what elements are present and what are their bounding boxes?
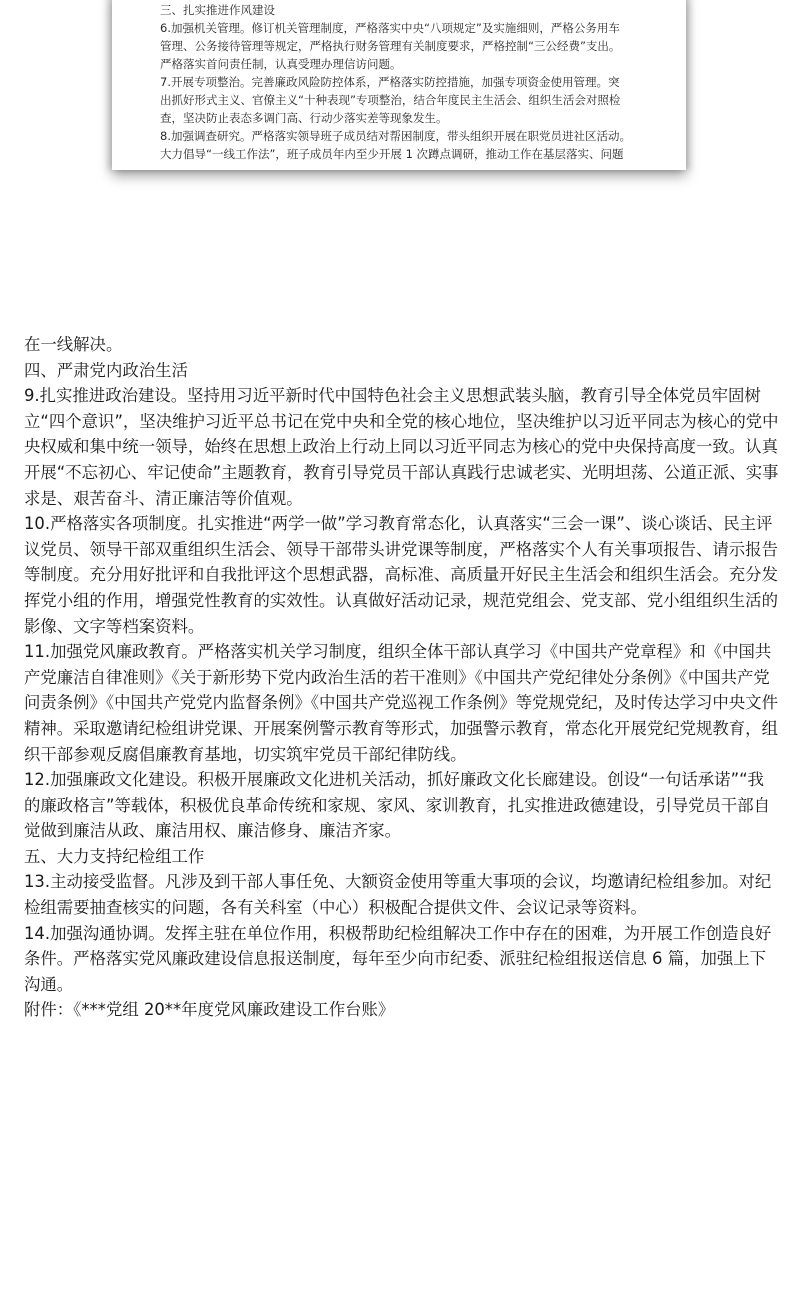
body-paragraph: 12.加强廉政文化建设。积极开展廉政文化进机关活动，抓好廉政文化长廊建设。创设“一句话承诺”“我的廉政格言”等载体，积极优良革命传统和家规、家风、家训教育，扎实推进政德建设，引导党员干部自觉做到廉洁从政、廉洁用权、廉洁修身、廉洁齐家。 bbox=[24, 770, 771, 841]
preview-line: 大力倡导“一线工作法”，班子成员年内至少开展 1 次蹲点调研，推动工作在基层落实、问题 bbox=[160, 147, 624, 161]
preview-line: 8.加强调查研究。严格落实领导班子成员结对帮困制度，带头组织开展在职党员进社区活动。 bbox=[160, 129, 631, 143]
body-paragraph: 10.严格落实各项制度。扎实推进“两学一做”学习教育常态化，认真落实“三会一课”、谈心谈话、民主评议党员、领导干部双重组织生活会、领导干部带头讲党课等制度，严格落实个人有关事项报告、请示报告等制度。充分用好批评和自我批评这个思想武器，高标准、高质量开好民主生活会和组织生活会。充分发挥党小组的作用，增强党性教育的实效性。认真做好活动记录，规范党组会、党支部、党小组组织生活的影像、文字等档案资料。 bbox=[24, 514, 778, 636]
preview-line: 三、扎实推进作风建设 bbox=[160, 3, 275, 17]
section-heading: 四、严肃党内政治生活 bbox=[24, 360, 188, 380]
preview-line: 严格落实首问责任制，认真受理办理信访问题。 bbox=[160, 57, 402, 71]
document-preview bbox=[0, 0, 800, 200]
preview-page-card bbox=[112, 0, 686, 170]
body-paragraph: 9.扎实推进政治建设。坚持用习近平新时代中国特色社会主义思想武装头脑，教育引导全体党员牢固树立“四个意识”，坚决维护习近平总书记在党中央和全党的核心地位，坚决维护以习近平同志为核心的党中央权威和集中统一领导，始终在思想上政治上行动上同以习近平同志为核心的党中央保持高度一致。认真开展“不忘初心、牢记使命”主题教育，教育引导党员干部认真践行忠诚老实、光明坦荡、公道正派、实事求是、艰苦奋斗、清正廉洁等价值观。 bbox=[24, 386, 779, 508]
preview-line: 查，坚决防止表态多调门高、行动少落实差等现象发生。 bbox=[160, 111, 448, 125]
attachment-line: 附件：《***党组 20**年度党风廉政建设工作台账》 bbox=[24, 1000, 395, 1020]
body-paragraph: 13.主动接受监督。凡涉及到干部人事任免、大额资金使用等重大事项的会议，均邀请纪检组参加。对纪检组需要抽查核实的问题，各有关科室（中心）积极配合提供文件、会议记录等资料。 bbox=[24, 872, 772, 918]
preview-line: 管理、公务接待管理等规定，严格执行财务管理有关制度要求，严格控制“三公经费”支出。 bbox=[160, 39, 621, 53]
body-paragraph: 14.加强沟通协调。发挥主驻在单位作用，积极帮助纪检组解决工作中存在的困难，为开展工作创造良好条件。严格落实党风廉政建设信息报送制度，每年至少向市纪委、派驻纪检组报送信息 6 篇，加强上下沟通。 bbox=[24, 923, 772, 994]
preview-text bbox=[160, 0, 660, 163]
document-body bbox=[24, 332, 780, 1023]
body-paragraph: 11.加强党风廉政教育。严格落实机关学习制度，组织全体干部认真学习《中国共产党章程》和《中国共产党廉洁自律准则》《关于新形势下党内政治生活的若干准则》《中国共产党纪律处分条例》《中国共产党问责条例》《中国共产党党内监督条例》《中国共产党巡视工作条例》等党规党纪，及时传达学习中央文件精神。采取邀请纪检组讲党课、开展案例警示教育等形式，加强警示教育，常态化开展党纪党规教育，组织干部参观反腐倡廉教育基地，切实筑牢党员干部纪律防线。 bbox=[24, 642, 778, 764]
section-heading: 五、大力支持纪检组工作 bbox=[24, 846, 205, 866]
preview-line: 6.加强机关管理。修订机关管理制度，严格落实中央“八项规定”及实施细则，严格公务用车 bbox=[160, 21, 620, 35]
preview-line: 7.开展专项整治。完善廉政风险防控体系，严格落实防控措施，加强专项资金使用管理。突 bbox=[160, 75, 620, 89]
preview-line: 出抓好形式主义、官僚主义“十种表现”专项整治，结合年度民主生活会、组织生活会对照检 bbox=[160, 93, 621, 107]
body-paragraph: 在一线解决。 bbox=[24, 335, 123, 354]
